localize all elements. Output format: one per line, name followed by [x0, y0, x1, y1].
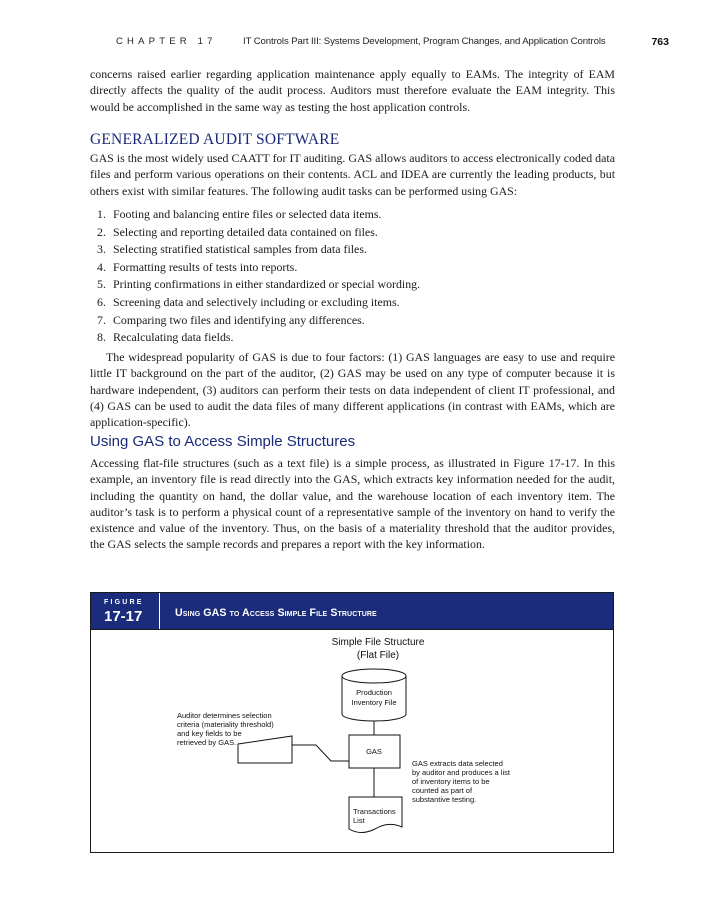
figure-17-17 [90, 592, 614, 853]
gas-note-line3: of inventory items to be [412, 777, 490, 786]
list-item: 3. Selecting stratified statistical samples from data files. [97, 242, 367, 257]
gas-note-line4: counted as part of [412, 786, 473, 795]
running-head [116, 36, 669, 50]
list-item: 8. Recalculating data fields. [97, 330, 234, 345]
gas-paragraph: GAS is the most widely used CAATT for IT auditing. GAS allows auditors to access electronically coded data files and perform various operations on their contents. ACL and IDEA are currently the leading products, but others exist with similar features. The following audit tasks can be performed using GAS: [90, 151, 615, 198]
gas-note-line5: substantive testing. [412, 795, 477, 804]
list-item: 5. Printing confirmations in either standardized or special wording. [97, 277, 421, 292]
chapter-title: IT Controls Part III: Systems Development, Program Changes, and Application Controls [243, 36, 606, 47]
auditor-note-line3: and key fields to be [177, 729, 242, 738]
diagram-title-line2: (Flat File) [356, 650, 400, 661]
gas-note-line2: by auditor and produces a list [412, 768, 510, 777]
list-item: 7. Comparing two files and identifying any differences. [97, 312, 365, 327]
list-item: 2. Selecting and reporting detailed data contained on files. [97, 224, 378, 239]
database-label-line1: Production [356, 688, 392, 697]
connector-auditor-to-gas [292, 745, 349, 761]
gas-process-label: GAS [366, 747, 382, 756]
auditor-note-line2: criteria (materiality threshold) [177, 720, 274, 729]
figure-label: FIGURE [104, 599, 144, 606]
figure-header-divider [159, 593, 160, 629]
section-heading-simple-structures: Using GAS to Access Simple Structures [90, 433, 356, 450]
diagram-title-line1: Simple File Structure [331, 637, 425, 648]
popularity-paragraph: The widespread popularity of GAS is due to four factors: (1) GAS languages are easy to use and require little IT background on the part of the auditor, (2) GAS may be used on any type of computer because it is hardware independent, (3) auditors can perform their tests on data independent of client IT professional, and (4) GAS can be used to audit the data files of many different applications (in contrast with EAMs, which are application-specific). [90, 350, 615, 430]
chapter-label: CHAPTER 17 [116, 36, 217, 47]
audit-task-list [90, 206, 615, 347]
simple-structures-paragraph: Accessing flat-file structures (such as a text file) is a simple process, as illustrated in Figure 17-17. In this example, an inventory file is read directly into the GAS, which extracts key information needed for the audit, including the quantity on hand, the dollar value, and the warehouse location of each inventory item. The auditor’s task is to perform a physical count of a representative sample of the inventory on hand to verify the existence and value of the inventory. Thus, on the basis of a materiality threshold that the auditor provides, the GAS selects the sample records and prepares a report with the key information. [90, 456, 615, 552]
report-label-line1: Transactions [353, 807, 396, 816]
auditor-note-line4: retrieved by GAS. [177, 738, 237, 747]
gas-note-line1: GAS extracts data selected [412, 759, 503, 768]
section-heading-gas: GENERALIZED AUDIT SOFTWARE [90, 131, 340, 148]
list-item: 4. Formatting results of tests into reports. [97, 259, 298, 274]
report-label-line2: List [353, 816, 365, 825]
intro-paragraph: concerns raised earlier regarding application maintenance apply equally to EAMs. The integrity of EAM directly affects the quality of the audit process. Auditors must therefore evaluate the EAM integrity. This would be accomplished in the same way as testing the host application controls. [90, 67, 615, 114]
auditor-input-icon [238, 736, 292, 763]
list-item: 6. Screening data and selectively including or excluding items. [97, 294, 400, 309]
database-label-line2: Inventory File [351, 698, 397, 707]
figure-title: Using GAS to Access Simple File Structure [175, 607, 377, 619]
figure-header [91, 593, 613, 630]
auditor-note-line1: Auditor determines selection [177, 711, 272, 720]
figure-number: 17-17 [104, 608, 143, 625]
list-item: 1. Footing and balancing entire files or selected data items. [97, 207, 382, 221]
flowchart-diagram [91, 630, 613, 852]
page-number: 763 [651, 36, 669, 48]
